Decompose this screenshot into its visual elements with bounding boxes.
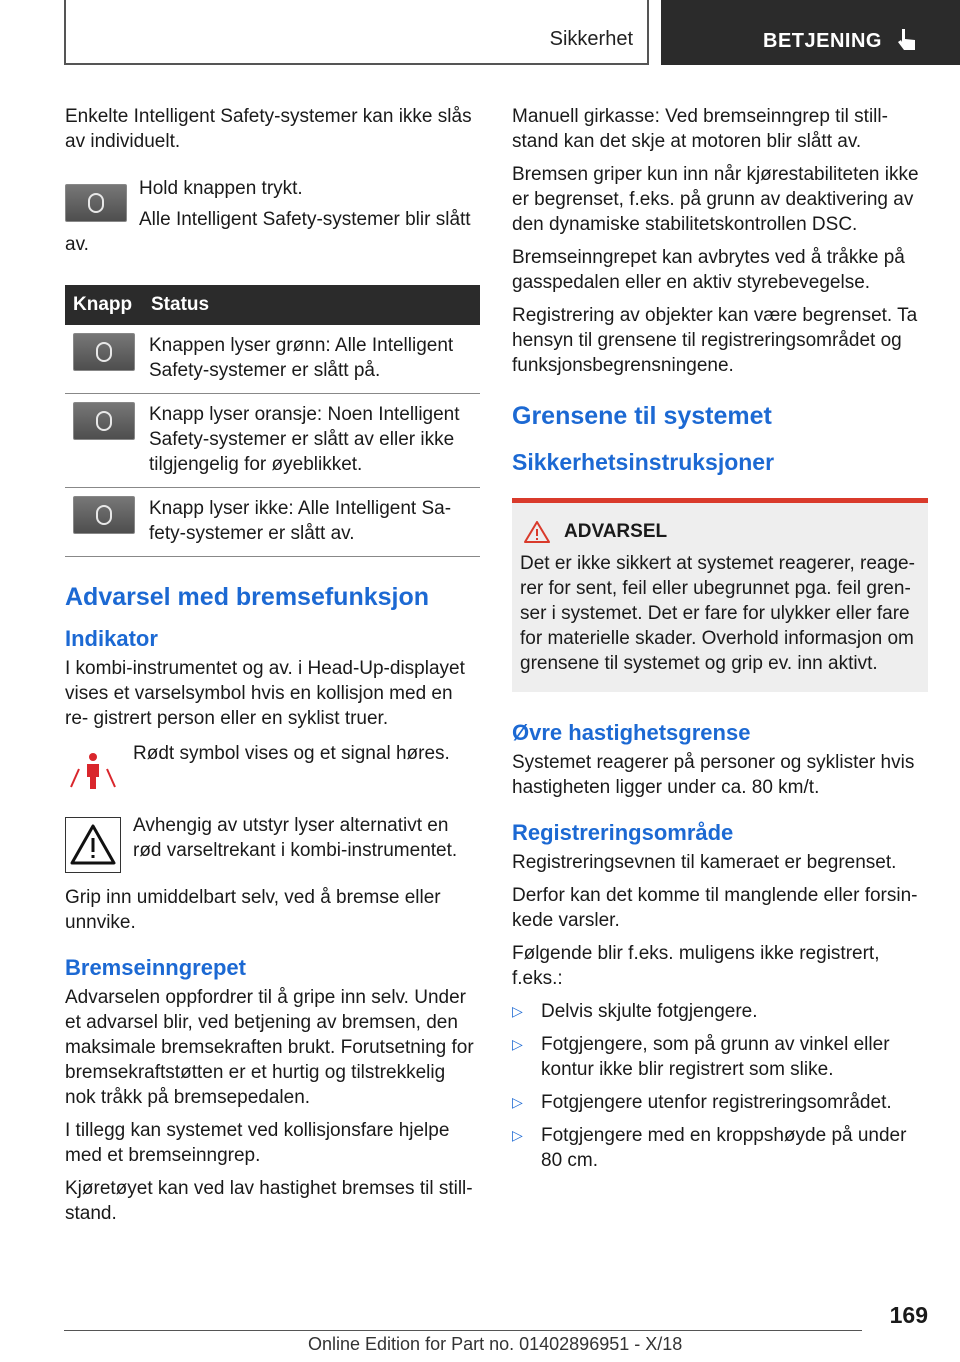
list-item: ▷ Delvis skjulte fotgjengere. <box>512 1001 758 1022</box>
bullet-triangle-icon: ▷ <box>512 1003 523 1019</box>
list-item: ▷ Fotgjengere med en kroppshøyde på under 80 cm. <box>512 1125 907 1171</box>
section-title: Sikkerhet <box>549 28 633 50</box>
intro-text: Enkelte Intelligent Safety-systemer kan ikke slås av individuelt. <box>65 106 472 152</box>
bullet-triangle-icon: ▷ <box>512 1036 523 1052</box>
warning-triangle-icon <box>65 817 121 873</box>
warning-box <box>512 498 928 692</box>
hand-pointer-icon <box>893 26 921 54</box>
safety-button-icon <box>65 184 127 222</box>
safety-button-icon <box>73 402 135 440</box>
warning-title: ADVARSEL <box>564 521 668 542</box>
triangle-text: Avhengig av utstyr lyser alternativt en rød varseltrekant i kombi-instrumentet. <box>133 815 458 861</box>
cancel-text: Bremseinngrepet kan avbrytes ved å tråkke på gasspedalen eller en aktiv styrebevegelse. <box>512 247 905 293</box>
status-cell: Knapp lyser ikke: Alle Intelligent Sa- fety-systemer er slått av. <box>143 488 480 557</box>
speed-limit-heading: Øvre hastighetsgrense <box>512 720 751 745</box>
range-text-1: Registreringsevnen til kameraet er begrenset. <box>512 852 897 873</box>
red-symbol-text: Rødt symbol vises og et signal høres. <box>133 743 450 764</box>
brake-heading: Bremseinngrepet <box>65 955 246 980</box>
range-text-3: Følgende blir f.eks. muligens ikke registrert, f.eks.: <box>512 943 880 989</box>
page-number: 169 <box>889 1302 928 1328</box>
right-column <box>512 104 928 1181</box>
indicator-text: I kombi-instrumentet og av. i Head-Up-displayet vises et varselsymbol hvis en kollisjon med en re- gistrert person eller en syklist truer. <box>65 658 465 729</box>
hold-button-block <box>65 176 480 263</box>
brake-text-1: Advarselen oppfordrer til å gripe inn selv. Under et advarsel blir, ved betjening av bremsen, den maksimale bremsekraften brukt. Forutsetning for bremsekraftstøtten er et hurtig og tilstrekkelig nok tråkk på bremsepedalen. <box>65 987 474 1108</box>
table-header <box>65 285 480 325</box>
status-cell: Knappen lyser grønn: Alle Intelligent Safety-systemer er slått på. <box>143 325 480 394</box>
col-button-header: Knapp <box>65 285 143 325</box>
table-row <box>65 325 480 394</box>
header-chapter-tab <box>661 0 960 65</box>
bullet-triangle-icon: ▷ <box>512 1094 523 1110</box>
left-column <box>65 104 480 1234</box>
header-section-tab <box>64 0 649 65</box>
detection-range-heading: Registreringsområde <box>512 820 734 845</box>
speed-limit-text: Systemet reagerer på personer og syklister hvis hastigheten ligger under ca. 80 km/t. <box>512 752 915 798</box>
manual-gearbox-text: Manuell girkasse: Ved bremseinngrep til still- stand kan det skje at motoren blir slått av. <box>512 106 888 152</box>
indicator-heading: Indikator <box>65 626 158 651</box>
intervene-text: Grip inn umiddelbart selv, ved å bremse eller unnvike. <box>65 887 441 933</box>
table-row <box>65 394 480 488</box>
pedestrian-warning-icon <box>65 745 121 795</box>
not-detected-list <box>512 999 928 1173</box>
warning-brake-heading: Advarsel med bremsefunksjon <box>65 583 430 611</box>
brake-text-2: I tillegg kan systemet ved kollisjonsfare hjelpe med et bremseinngrep. <box>65 1120 450 1166</box>
warning-title-row <box>520 521 920 543</box>
list-item: ▷ Fotgjengere, som på grunn av vinkel eller kontur ikke blir registrert som slike. <box>512 1034 890 1080</box>
range-text-2: Derfor kan det komme til manglende eller forsin- kede varsler. <box>512 885 918 931</box>
warning-icon <box>524 521 550 543</box>
brake-text-3: Kjøretøyet kan ved lav hastighet bremses til still- stand. <box>65 1178 473 1224</box>
footer-divider <box>64 1330 862 1331</box>
hold-text: Hold knappen trykt. <box>139 178 303 199</box>
safety-button-icon <box>73 333 135 371</box>
safety-button-icon <box>73 496 135 534</box>
registration-text: Registrering av objekter kan være begrenset. Ta hensyn til grensene til registreringsområdet og funksjonsbegrensningene. <box>512 305 918 376</box>
status-cell: Knapp lyser oransje: Noen Intelligent Safety-systemer er slått av eller ikke tilgjengelig for øyeblikket. <box>143 394 480 488</box>
table-row <box>65 488 480 557</box>
bullet-triangle-icon: ▷ <box>512 1127 523 1143</box>
chapter-title: BETJENING <box>763 30 882 52</box>
list-item: ▷ Fotgjengere utenfor registreringsområdet. <box>512 1092 892 1113</box>
dsc-text: Bremsen griper kun inn når kjørestabiliteten ikke er begrenset, f.eks. på grunn av deaktivering av den dynamiske stabilitetskontrollen DSC. <box>512 164 919 235</box>
col-status-header: Status <box>143 285 480 325</box>
hold-result-text: Alle Intelligent Safety-systemer blir slått av. <box>65 209 471 255</box>
limits-heading: Grensene til systemet <box>512 402 772 430</box>
red-symbol-block <box>65 741 480 799</box>
safety-instructions-heading: Sikkerhetsinstruksjoner <box>512 449 775 475</box>
button-status-table <box>65 285 480 557</box>
warning-text: Det er ikke sikkert at systemet reagerer, reage- rer for sent, feil eller ubegrunnet pga. feil gren- ser i systemet. Det er fare for ulykker eller fare for materielle skader. Overhold informasjon om grensene til systemet og grip ev. inn aktivt. <box>520 553 915 674</box>
edition-text: Online Edition for Part no. 01402896951 - X/18 <box>308 1334 683 1354</box>
triangle-block <box>65 813 480 877</box>
